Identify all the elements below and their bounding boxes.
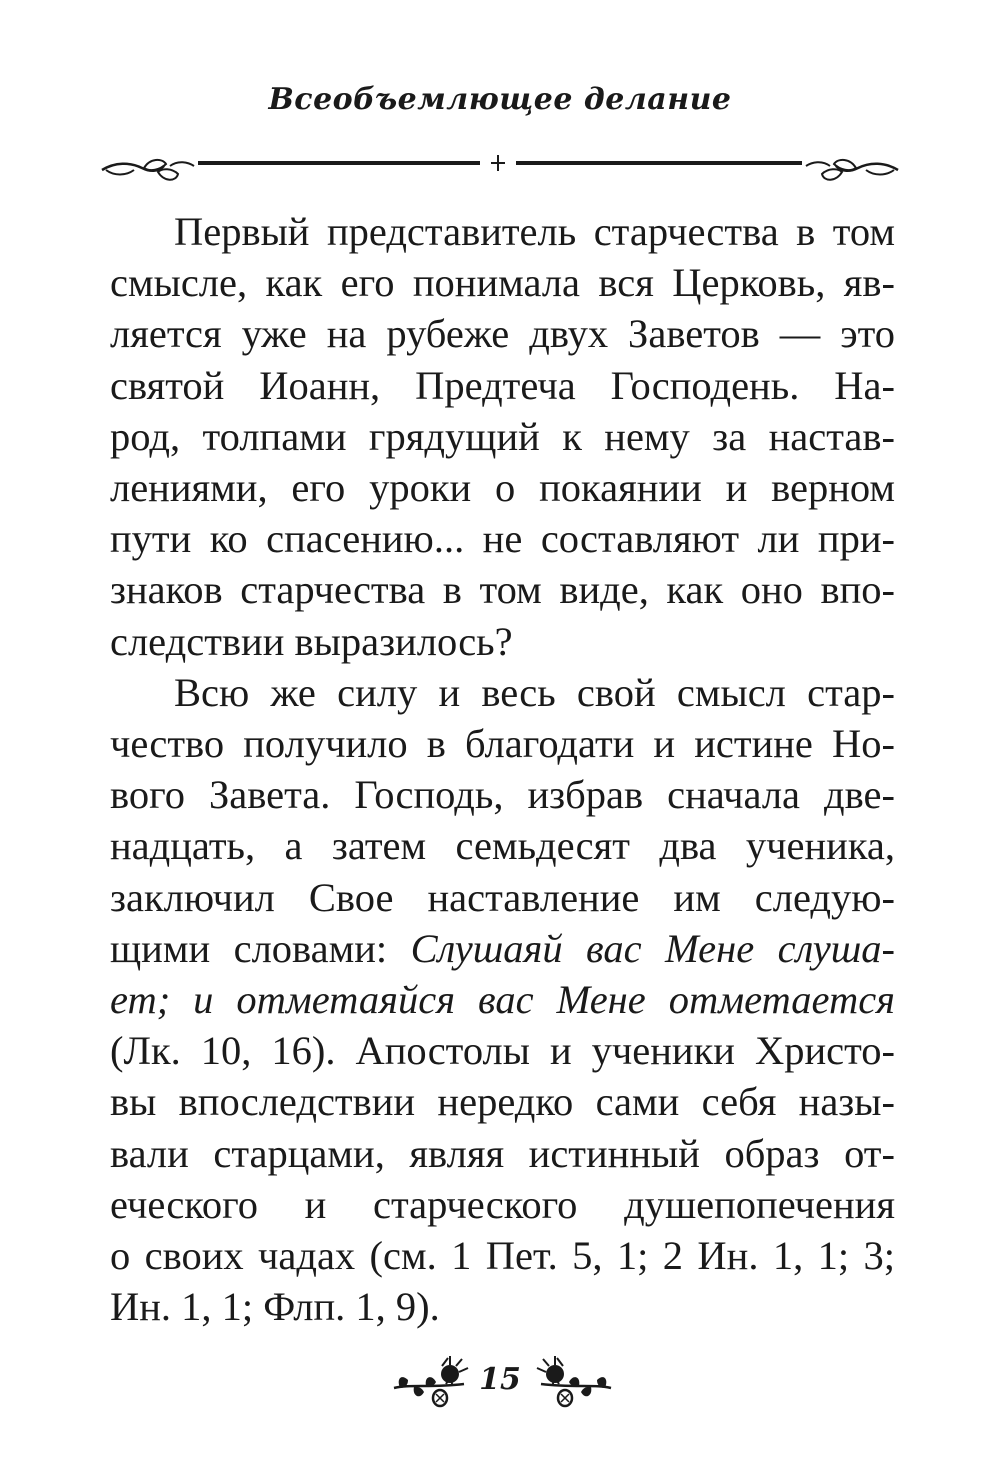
- text-line: смысле, как его понимала вся Церковь, яв-: [110, 260, 895, 306]
- text-line: пути ко спасению... не составляют ли при-: [110, 516, 895, 562]
- running-head-title: Всеобъемлющее делание: [268, 82, 732, 117]
- text-line: еческого и старческого душепопечения: [110, 1181, 895, 1227]
- text-line: святой Иоанн, Предтеча Господень. На-: [110, 362, 895, 408]
- text-line: чество получило в благодати и истине Но-: [110, 721, 895, 767]
- header-ornament-rule-icon: [100, 148, 900, 188]
- text-line: Всю же силу и весь свой смысл стар-: [174, 669, 895, 715]
- paragraph-2: [110, 667, 895, 1333]
- text-line: Первый представитель старчества в том: [174, 209, 895, 254]
- page-number: 15: [479, 1362, 521, 1397]
- text-line: вого Завета. Господь, избрав сначала две-: [110, 772, 895, 818]
- text-line: вали старцами, являя истинный образ от-: [110, 1130, 895, 1176]
- text-line-with-quote: [110, 923, 895, 974]
- scripture-quote: Слушаяй вас Мене слуша-: [410, 925, 895, 971]
- text-line: (Лк. 10, 16). Апостолы и ученики Христо-: [110, 1028, 895, 1074]
- quote-lead-in: щими словами:: [110, 925, 411, 971]
- page-footer: [0, 1350, 1000, 1420]
- body-text: [110, 206, 895, 1332]
- text-line: Ин. 1, 1; Флп. 1, 9).: [110, 1284, 440, 1330]
- text-line: вы впоследствии нередко сами себя назы-: [110, 1079, 895, 1125]
- text-line: заключил Свое наставление им следую-: [110, 874, 895, 920]
- text-line: следствии выразилось?: [110, 618, 513, 664]
- thistle-sprig-ornament-icon: [535, 1354, 615, 1410]
- text-line: о своих чадах (см. 1 Пет. 5, 1; 2 Ин. 1, 1; 3;: [110, 1233, 895, 1279]
- text-line: ляется уже на рубеже двух Заветов — это: [110, 311, 895, 357]
- thistle-sprig-ornament-icon: [390, 1354, 470, 1410]
- scripture-quote: ет; и отметаяйся вас Мене отметается: [110, 977, 895, 1023]
- text-line: лениями, его уроки о покаянии и верном: [110, 465, 895, 511]
- paragraph-1: [110, 206, 895, 667]
- text-line: знаков старчества в том виде, как оно впо-: [110, 567, 895, 613]
- text-line: род, толпами грядущий к нему за настав-: [110, 413, 895, 459]
- text-line: надцать, а затем семьдесят два ученика,: [110, 823, 895, 869]
